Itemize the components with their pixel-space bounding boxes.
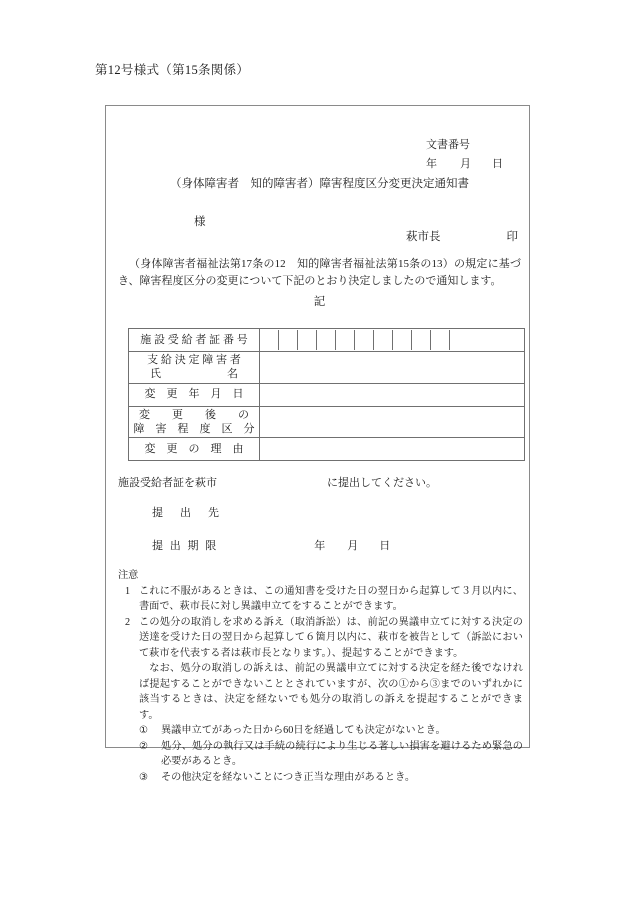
digit-cell[interactable] <box>412 330 431 350</box>
digit-cell[interactable] <box>260 330 279 350</box>
row-label-text: 施設受給者証番号 <box>140 333 251 346</box>
addressee-honorific: 様 <box>194 216 206 228</box>
exception-number: ② <box>139 740 149 752</box>
page-title: （身体障害者 知的障害者）障害程度区分変更決定通知書 <box>170 178 469 190</box>
row-label-text: 変 更 年 月 日 <box>144 388 244 401</box>
row-value-new-category[interactable] <box>260 406 525 438</box>
row-label-text: 支給決定障害者 <box>147 354 244 366</box>
digit-cell-group[interactable] <box>260 330 524 350</box>
issue-date-month: 月 <box>460 157 471 170</box>
submit-to-label: 提 出 先 <box>152 507 222 519</box>
form-inner-content <box>116 116 523 783</box>
deadline-line <box>152 539 390 555</box>
row-label-change-reason <box>129 438 260 461</box>
note-item <box>118 584 523 615</box>
note-exception-item <box>139 739 523 770</box>
return-instruction <box>118 476 437 492</box>
row-label-new-category <box>129 406 260 438</box>
issuer-name: 萩市長 <box>406 231 441 243</box>
digit-cell[interactable] <box>393 330 412 350</box>
ki-marker: 記 <box>313 296 326 308</box>
digit-cell-tail <box>450 330 524 350</box>
digit-cell[interactable] <box>355 330 374 350</box>
deadline-day: 日 <box>379 540 391 552</box>
exception-text: その他決定を経ないことにつき正当な理由があるとき。 <box>161 771 416 783</box>
exception-number: ③ <box>139 771 149 783</box>
table-row <box>129 438 525 461</box>
issue-date-year: 年 <box>426 157 437 170</box>
table-row <box>129 352 525 384</box>
deadline-month: 月 <box>347 540 359 552</box>
digit-cell[interactable] <box>317 330 336 350</box>
note-exception-item <box>139 770 523 786</box>
row-label-recipient-name <box>129 352 260 384</box>
return-instruction-part2: に提出してください。 <box>327 477 437 489</box>
notes-section <box>118 568 523 785</box>
digit-cell[interactable] <box>298 330 317 350</box>
issue-date-line <box>426 157 503 173</box>
digit-cell[interactable] <box>279 330 298 350</box>
exception-text: 処分、処分の執行又は手続の続行により生じる著しい損害を避けるため緊急の必要があるとき。 <box>161 740 523 767</box>
digit-cell[interactable] <box>431 330 450 350</box>
note-exception-item <box>139 723 523 739</box>
row-value-change-date[interactable] <box>260 383 525 406</box>
table-row <box>129 406 525 438</box>
row-value-receipt-number[interactable] <box>260 329 525 352</box>
digit-cell[interactable] <box>374 330 393 350</box>
exception-number: ① <box>139 725 149 736</box>
row-label-change-date <box>129 383 260 406</box>
document-number-block <box>426 138 503 173</box>
row-label-text: 変 更 の 理 由 <box>144 443 244 456</box>
digit-cell[interactable] <box>336 330 355 350</box>
form-number-heading: 第12号様式（第15条関係） <box>95 63 250 77</box>
seal-label: 印 <box>506 231 518 243</box>
issue-date-day: 日 <box>492 157 503 170</box>
note-text: これに不服があるときは、この通知書を受けた日の翌日から起算して３月以内に、書面で、萩市長に対し異議申立てをすることができます。 <box>139 585 523 612</box>
table-row <box>129 329 525 352</box>
table-row <box>129 383 525 406</box>
deadline-year: 年 <box>314 540 326 552</box>
return-instruction-part1: 施設受給者証を萩市 <box>118 477 217 489</box>
row-value-recipient-name[interactable] <box>260 352 525 384</box>
note-number: 2 <box>125 616 131 628</box>
exception-text: 異議申立てがあった日から60日を経過しても決定がないとき。 <box>161 725 446 736</box>
row-label-text: 変 更 後 の <box>139 408 249 421</box>
row-label-text-line2: 障 害 程 度 区 分 <box>133 422 255 435</box>
note-number: 1 <box>125 585 131 597</box>
note-item <box>118 615 523 662</box>
note-text: この処分の取消しを求める訴え（取消訴訟）は、前記の異議申立てに対する決定の送達を受けた日の翌日から起算して６箇月以内に、萩市を被告として（訴訟において萩市を代表する者は萩市長となります。）、提起することができます。 <box>139 616 523 659</box>
document-number-label: 文書番号 <box>426 139 470 151</box>
decision-table <box>128 328 525 461</box>
deadline-label: 提 出 期 限 <box>152 540 219 552</box>
issuer-block <box>406 229 518 246</box>
row-label-text-line2: 氏 名 <box>150 368 238 381</box>
body-paragraph: （身体障害者福祉法第17条の12 知的障害者福祉法第15条の13）の規定に基づき、障害程度区分の変更について下記のとおり決定しましたので通知します。 <box>118 258 521 288</box>
form-frame <box>105 105 530 783</box>
notes-heading: 注意 <box>118 570 139 581</box>
row-label-receipt-number <box>129 329 260 352</box>
note-sub-paragraph: なお、処分の取消しの訴えは、前記の異議申立てに対する決定を経た後でなければ提起することができないこととされていますが、次の①から③までのいずれかに該当するときは、決定を経ないでも処分の取消しの訴えを提起することができます。 <box>139 663 523 721</box>
row-value-change-reason[interactable] <box>260 438 525 461</box>
